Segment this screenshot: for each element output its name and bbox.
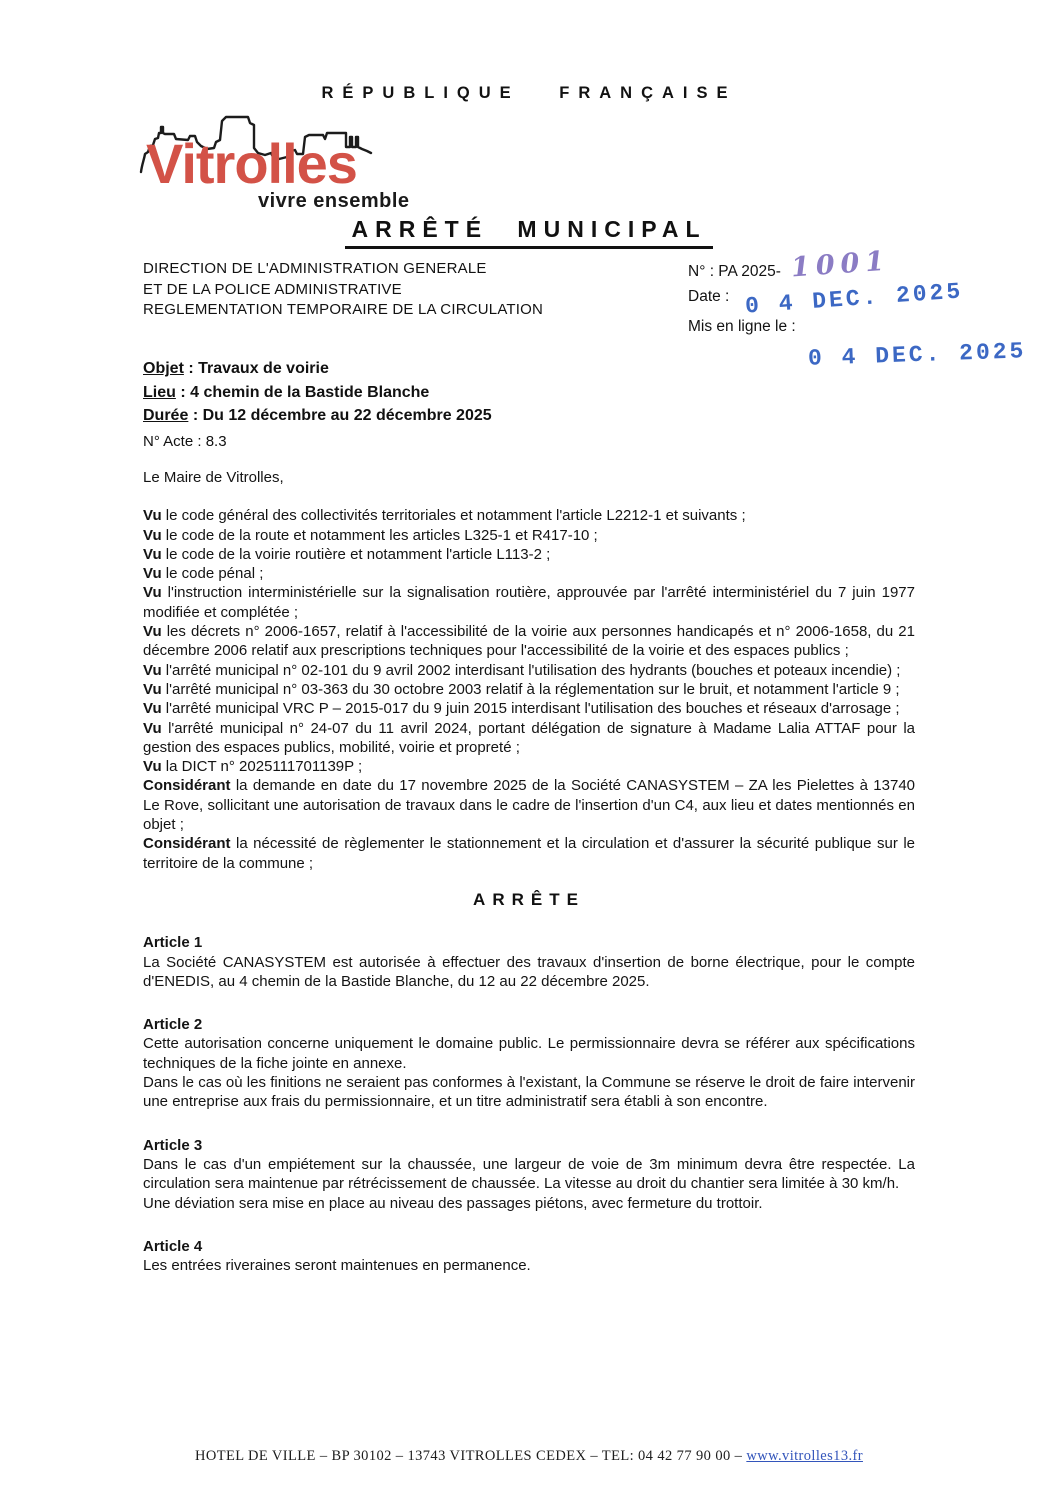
recital-lead: Vu <box>143 680 162 698</box>
recital-text: le code de la voirie routière et notamment l'article L113-2 ; <box>165 545 551 563</box>
logo-tagline: vivre ensemble <box>258 190 410 212</box>
objet-value: : Travaux de voirie <box>188 360 329 377</box>
article-title: Article 3 <box>143 1136 203 1154</box>
recital <box>143 680 915 699</box>
numero-label: N° : PA 2025- <box>688 263 781 280</box>
recital <box>143 506 915 525</box>
department-line: DIRECTION DE L'ADMINISTRATION GENERALE <box>143 260 487 277</box>
recital-lead: Vu <box>143 584 162 602</box>
recital-lead: Vu <box>143 719 162 737</box>
recital <box>143 699 915 718</box>
document-meta <box>688 245 1048 372</box>
republique-heading: RÉPUBLIQUE FRANÇAISE <box>321 84 737 102</box>
objet-label: Objet <box>143 360 184 377</box>
recital <box>143 719 915 758</box>
recital-text: l'arrêté municipal n° 02-101 du 9 avril 2002 interdisant l'utilisation des hydrants (bouches et poteaux incendie) ; <box>165 661 901 679</box>
recital <box>143 622 915 661</box>
document-body <box>143 468 915 1275</box>
recital <box>143 583 915 622</box>
recital-lead: Vu <box>143 565 162 583</box>
online-date-stamp: 0 4 DEC. 2025 <box>807 338 1027 372</box>
lieu-label: Lieu <box>143 383 176 401</box>
recital-lead: Vu <box>143 623 162 641</box>
recital-lead: Considérant <box>143 777 231 795</box>
article-2 <box>143 1015 915 1111</box>
lieu-row <box>143 381 492 405</box>
issuing-department <box>143 259 543 321</box>
article-paragraph: Dans le cas d'un empiétement sur la chaussée, une largeur de voie de 3m minimum devra être respectée. La circulation sera maintenue par rétrécissement de chaussée. La vitesse au droit du chantier sera limitée à 30 km/h. <box>143 1155 915 1193</box>
recital-text: l'arrêté municipal VRC P – 2015-017 du 9 juin 2015 interdisant l'utilisation des bouches et réseaux d'arrosage ; <box>165 700 900 718</box>
article-4 <box>143 1237 915 1276</box>
recital-text: l'arrêté municipal n° 03-363 du 30 octobre 2003 relatif à la réglementation sur le bruit, et notamment l'article 9 ; <box>165 680 900 698</box>
numero-handwritten-value: 1001 <box>789 245 892 284</box>
department-line: ET DE LA POLICE ADMINISTRATIVE <box>143 280 402 298</box>
subject-block <box>143 357 492 453</box>
recital-text: l'instruction interministérielle sur la signalisation routière, approuvée par l'arrêté interministériel du 7 juin 1977 modifiée et complétée ; <box>143 584 915 621</box>
recital-text: la demande en date du 17 novembre 2025 de la Société CANASYSTEM – ZA les Pielettes à 13740 Le Rove, sollicitant une autorisation de travaux dans le cadre de l'insertion d'un C4, aux lieu et dates mentionnés en objet ; <box>143 777 916 834</box>
recital <box>143 545 915 564</box>
footer-website-link[interactable]: www.vitrolles13.fr <box>746 1448 863 1464</box>
title-row <box>0 216 1058 249</box>
recital-text: l'arrêté municipal n° 24-07 du 11 avril 2024, portant délégation de signature à Madame Lalia ATTAF pour la gestion des espaces publics, mobilité, voirie et propreté ; <box>143 719 915 756</box>
recital-lead: Vu <box>143 526 162 544</box>
date-row <box>688 278 1048 320</box>
objet-row <box>143 357 492 381</box>
recital-lead: Vu <box>143 545 162 563</box>
article-title: Article 2 <box>143 1016 203 1034</box>
recital <box>143 834 915 873</box>
duree-value: : Du 12 décembre au 22 décembre 2025 <box>192 407 492 424</box>
arrete-heading: ARRÊTE <box>473 889 585 909</box>
article-paragraph: Une déviation sera mise en place au niveau des passages piétons, avec fermeture du trottoir. <box>143 1194 763 1212</box>
duree-row <box>143 404 492 428</box>
page-footer <box>0 1448 1058 1465</box>
article-1 <box>143 933 915 991</box>
recital-lead: Considérant <box>143 835 231 853</box>
article-title: Article 4 <box>143 1237 203 1255</box>
recital <box>143 757 915 776</box>
lieu-value: : 4 chemin de la Bastide Blanche <box>180 383 430 401</box>
date-stamp: 0 4 DEC. 2025 <box>744 278 965 320</box>
recital-text: les décrets n° 2006-1657, relatif à l'accessibilité de la voirie aux personnes handicapés et n° 2006-1658, du 21 décembre 2006 relatif aux prescriptions techniques pour l'accessibilité de la voirie et des espaces publics ; <box>143 623 915 660</box>
article-title: Article 1 <box>143 934 203 952</box>
recitals <box>143 506 915 873</box>
document-title: ARRÊTÉ MUNICIPAL <box>345 216 712 249</box>
recital-text: la nécessité de règlementer le stationnement et la circulation et d'assurer la sécurité publique sur le territoire de la commune ; <box>143 835 915 872</box>
recital <box>143 526 915 545</box>
recital-text: le code général des collectivités territoriales et notamment l'article L2212-1 et suivants ; <box>165 507 746 525</box>
recital <box>143 776 915 834</box>
recital-lead: Vu <box>143 700 162 718</box>
date-label: Date : <box>688 288 730 305</box>
vitrolles-logo <box>138 102 468 217</box>
recital-lead: Vu <box>143 507 162 525</box>
logo-wordmark: Vitrolles <box>146 132 357 195</box>
recital-text: la DICT n° 2025111701139P ; <box>165 758 363 776</box>
article-paragraph: Les entrées riveraines seront maintenues en permanence. <box>143 1257 531 1275</box>
acte-number: N° Acte : 8.3 <box>143 432 227 450</box>
recital-lead: Vu <box>143 758 162 776</box>
article-paragraph: Cette autorisation concerne uniquement le domaine public. Le permissionnaire devra se référer aux spécifications techniques de la fiche jointe en annexe. <box>143 1035 915 1072</box>
recital-lead: Vu <box>143 661 162 679</box>
duree-label: Durée <box>143 407 189 424</box>
article-paragraph: La Société CANASYSTEM est autorisée à effectuer des travaux d'insertion de borne électrique, pour le compte d'ENEDIS, au 4 chemin de la Bastide Blanche, du 12 au 22 décembre 2025. <box>143 953 915 990</box>
recital-text: le code pénal ; <box>165 565 264 583</box>
recital <box>143 564 915 583</box>
department-line: REGLEMENTATION TEMPORAIRE DE LA CIRCULATION <box>143 301 544 318</box>
online-label: Mis en ligne le : <box>688 318 796 335</box>
recital <box>143 661 915 680</box>
recital-text: le code de la route et notamment les articles L325-1 et R417-10 ; <box>165 526 598 544</box>
article-3 <box>143 1136 915 1213</box>
salutation: Le Maire de Vitrolles, <box>143 469 284 486</box>
footer-text: HOTEL DE VILLE – BP 30102 – 13743 VITROLLES CEDEX – TEL: 04 42 77 90 00 – <box>195 1448 747 1464</box>
article-paragraph: Dans le cas où les finitions ne seraient pas conformes à l'existant, la Commune se réserve le droit de faire intervenir une entreprise aux frais du permissionnaire, et un titre administratif sera établi à son encontre. <box>143 1074 915 1111</box>
numero-row <box>688 245 1048 284</box>
